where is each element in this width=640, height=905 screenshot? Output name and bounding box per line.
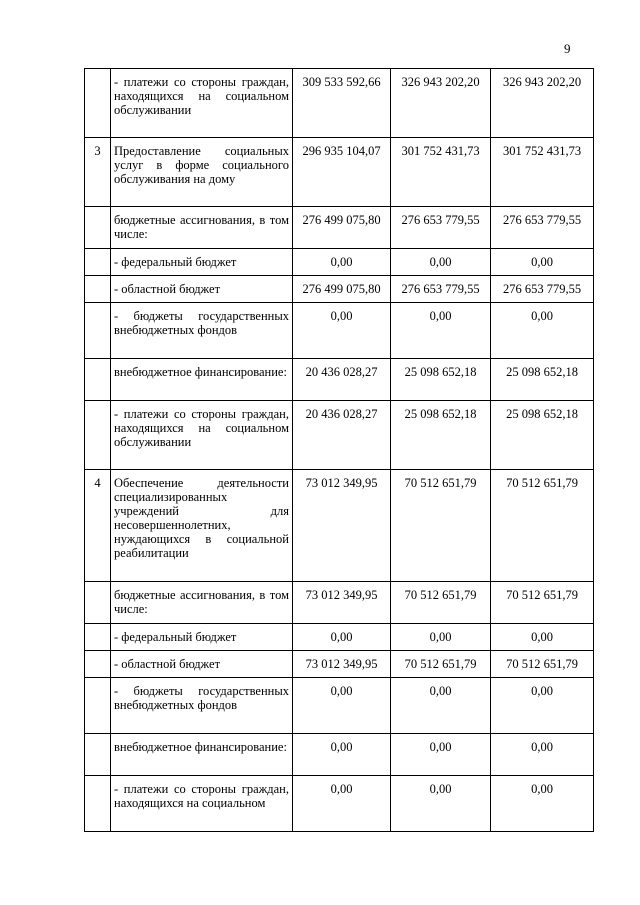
table-row (85, 582, 594, 624)
value-cell-3: 70 512 651,79 (491, 470, 594, 582)
table-row (85, 276, 594, 303)
value-cell-2: 0,00 (391, 678, 491, 734)
value-cell-2: 25 098 652,18 (391, 359, 491, 401)
value-cell-2: 276 653 779,55 (391, 207, 491, 249)
value-cell-2: 25 098 652,18 (391, 401, 491, 470)
row-number-cell (85, 359, 111, 401)
table-row (85, 303, 594, 359)
description-cell: - платежи со стороны граждан, находящихся на социальном обслуживании (111, 401, 293, 470)
description-cell: Предоставление социальных услуг в форме социального обслуживания на дому (111, 138, 293, 207)
description-cell: внебюджетное финансирование: (111, 359, 293, 401)
value-cell-3: 301 752 431,73 (491, 138, 594, 207)
row-number-cell (85, 207, 111, 249)
description-cell: бюджетные ассигнования, в том числе: (111, 207, 293, 249)
description-cell: - платежи со стороны граждан, находящихся на социальном обслуживании (111, 69, 293, 138)
value-cell-2: 70 512 651,79 (391, 582, 491, 624)
value-cell-1: 0,00 (293, 734, 391, 776)
value-cell-2: 0,00 (391, 734, 491, 776)
value-cell-1: 20 436 028,27 (293, 401, 391, 470)
value-cell-1: 0,00 (293, 678, 391, 734)
value-cell-1: 73 012 349,95 (293, 470, 391, 582)
value-cell-2: 0,00 (391, 624, 491, 651)
description-cell: - областной бюджет (111, 276, 293, 303)
value-cell-2: 301 752 431,73 (391, 138, 491, 207)
value-cell-1: 20 436 028,27 (293, 359, 391, 401)
row-number-cell: 4 (85, 470, 111, 582)
value-cell-3: 0,00 (491, 249, 594, 276)
table-row (85, 138, 594, 207)
table-row (85, 678, 594, 734)
table-row (85, 359, 594, 401)
value-cell-3: 70 512 651,79 (491, 582, 594, 624)
value-cell-2: 326 943 202,20 (391, 69, 491, 138)
value-cell-1: 73 012 349,95 (293, 651, 391, 678)
value-cell-1: 309 533 592,66 (293, 69, 391, 138)
table-row (85, 249, 594, 276)
table-row (85, 69, 594, 138)
row-number-cell (85, 276, 111, 303)
row-number-cell (85, 303, 111, 359)
description-cell: - областной бюджет (111, 651, 293, 678)
value-cell-1: 0,00 (293, 303, 391, 359)
row-number-cell (85, 624, 111, 651)
value-cell-1: 296 935 104,07 (293, 138, 391, 207)
description-cell: - платежи со стороны граждан, находящихся на социальном (111, 776, 293, 832)
budget-table (84, 68, 594, 832)
description-cell: - федеральный бюджет (111, 624, 293, 651)
table-row (85, 651, 594, 678)
value-cell-1: 276 499 075,80 (293, 207, 391, 249)
value-cell-2: 0,00 (391, 776, 491, 832)
table-row (85, 734, 594, 776)
value-cell-1: 0,00 (293, 249, 391, 276)
value-cell-3: 25 098 652,18 (491, 359, 594, 401)
value-cell-1: 0,00 (293, 776, 391, 832)
value-cell-3: 70 512 651,79 (491, 651, 594, 678)
value-cell-3: 326 943 202,20 (491, 69, 594, 138)
description-cell: Обеспечение деятельности специализированных учреждений для несовершеннолетних, нуждающихся в социальной реабилитации (111, 470, 293, 582)
table-row (85, 624, 594, 651)
row-number-cell (85, 69, 111, 138)
table-row (85, 776, 594, 832)
value-cell-3: 0,00 (491, 678, 594, 734)
value-cell-3: 0,00 (491, 624, 594, 651)
value-cell-3: 25 098 652,18 (491, 401, 594, 470)
description-cell: - федеральный бюджет (111, 249, 293, 276)
value-cell-3: 276 653 779,55 (491, 207, 594, 249)
value-cell-2: 276 653 779,55 (391, 276, 491, 303)
value-cell-2: 70 512 651,79 (391, 470, 491, 582)
table-row (85, 401, 594, 470)
row-number-cell (85, 734, 111, 776)
value-cell-1: 0,00 (293, 624, 391, 651)
value-cell-1: 276 499 075,80 (293, 276, 391, 303)
row-number-cell (85, 582, 111, 624)
row-number-cell (85, 678, 111, 734)
value-cell-2: 0,00 (391, 249, 491, 276)
row-number-cell (85, 651, 111, 678)
description-cell: - бюджеты государственных внебюджетных фондов (111, 678, 293, 734)
value-cell-1: 73 012 349,95 (293, 582, 391, 624)
description-cell: бюджетные ассигнования, в том числе: (111, 582, 293, 624)
table-row (85, 207, 594, 249)
row-number-cell (85, 401, 111, 470)
description-cell: внебюджетное финансирование: (111, 734, 293, 776)
row-number-cell: 3 (85, 138, 111, 207)
value-cell-3: 0,00 (491, 303, 594, 359)
value-cell-3: 0,00 (491, 776, 594, 832)
value-cell-3: 0,00 (491, 734, 594, 776)
row-number-cell (85, 776, 111, 832)
value-cell-2: 0,00 (391, 303, 491, 359)
value-cell-3: 276 653 779,55 (491, 276, 594, 303)
description-cell: - бюджеты государственных внебюджетных фондов (111, 303, 293, 359)
value-cell-2: 70 512 651,79 (391, 651, 491, 678)
page-number: 9 (564, 41, 571, 56)
table-row (85, 470, 594, 582)
row-number-cell (85, 249, 111, 276)
